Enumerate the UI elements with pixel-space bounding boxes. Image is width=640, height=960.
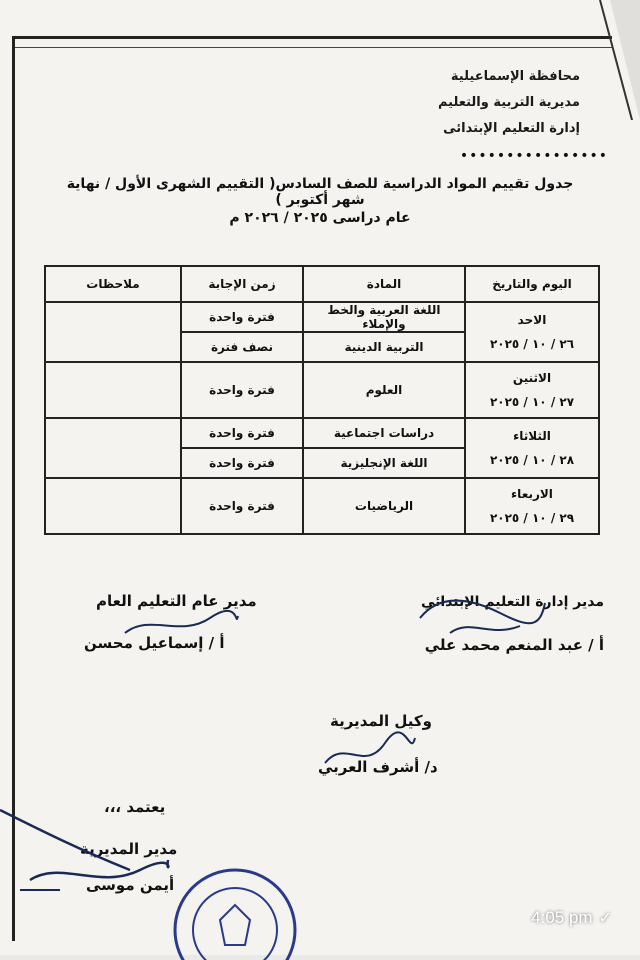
handwritten-signature-right bbox=[410, 588, 550, 648]
day-date: ٢٦ / ١٠ / ٢٠٢٥ bbox=[489, 337, 575, 351]
official-stamp bbox=[170, 860, 300, 960]
day-name: الاثنين bbox=[512, 371, 552, 385]
header-subject: المادة bbox=[303, 266, 465, 302]
day-cell bbox=[465, 418, 599, 478]
message-timestamp bbox=[531, 908, 612, 928]
day-cell bbox=[465, 302, 599, 362]
header-dots: •••••••••••••••• bbox=[459, 148, 608, 164]
table-row bbox=[45, 418, 599, 448]
sent-check-icon: ✓ bbox=[598, 910, 612, 927]
subject-cell: الرياضيات bbox=[303, 478, 465, 534]
signature-title-general-ed: مدير عام التعليم العام bbox=[96, 592, 257, 610]
subject-cell: العلوم bbox=[303, 362, 465, 418]
table-row bbox=[45, 478, 599, 534]
day-name: الثلاثاء bbox=[513, 429, 551, 443]
handwritten-signature-director bbox=[0, 800, 170, 910]
day-name: الاحد bbox=[517, 313, 547, 327]
director-name: أيمن موسى bbox=[86, 876, 175, 894]
director-title: مدير المديرية bbox=[80, 840, 178, 858]
time-cell: نصف فترة bbox=[181, 332, 303, 362]
table-row bbox=[45, 302, 599, 332]
handwritten-signature-center bbox=[320, 728, 420, 778]
time-cell: فترة واحدة bbox=[181, 478, 303, 534]
academic-year: عام دراسى ٢٠٢٥ / ٢٠٢٦ م bbox=[229, 210, 411, 226]
subject-cell: دراسات اجتماعية bbox=[303, 418, 465, 448]
day-name: الاربعاء bbox=[511, 487, 553, 501]
timestamp-text: 4:05 pm bbox=[531, 908, 593, 927]
time-cell: فترة واحدة bbox=[181, 302, 303, 332]
signature-name-primary-admin: أ / عبد المنعم محمد علي bbox=[424, 636, 604, 654]
time-cell: فترة واحدة bbox=[181, 418, 303, 448]
header-answer-time: زمن الإجابة bbox=[181, 266, 303, 302]
notes-cell bbox=[45, 418, 181, 478]
header-governorate: محافظة الإسماعيلية bbox=[450, 69, 580, 84]
header-day-date: اليوم والتاريخ bbox=[465, 266, 599, 302]
header-directorate: مديرية التربية والتعليم bbox=[437, 95, 580, 110]
day-date: ٢٩ / ١٠ / ٢٠٢٥ bbox=[489, 511, 575, 525]
office-header bbox=[438, 64, 580, 142]
signature-title-primary-admin: مدير إدارة التعليم الإبتدائي bbox=[420, 594, 604, 610]
schedule-table bbox=[44, 265, 600, 535]
page-fold bbox=[580, 0, 640, 120]
table-header-row bbox=[45, 266, 599, 302]
subject-cell: التربية الدينية bbox=[303, 332, 465, 362]
subject-cell: اللغة الإنجليزية bbox=[303, 448, 465, 478]
signature-title-deputy: وكيل المديرية bbox=[330, 712, 432, 730]
notes-cell bbox=[45, 478, 181, 534]
time-cell: فترة واحدة bbox=[181, 448, 303, 478]
table-row bbox=[45, 362, 599, 418]
signature-name-general-ed: أ / إسماعيل محسن bbox=[84, 634, 225, 652]
approval-label: يعتمد ،،، bbox=[104, 798, 166, 816]
day-cell bbox=[465, 362, 599, 418]
day-date: ٢٧ / ١٠ / ٢٠٢٥ bbox=[489, 395, 575, 409]
header-administration: إدارة التعليم الإبتدائى bbox=[443, 121, 580, 136]
notes-cell bbox=[45, 302, 181, 362]
header-notes: ملاحظات bbox=[45, 266, 181, 302]
border-top bbox=[12, 36, 612, 48]
signature-name-deputy: د/ أشرف العربي bbox=[318, 758, 438, 776]
handwritten-signature-left bbox=[120, 608, 240, 648]
notes-cell bbox=[45, 362, 181, 418]
day-date: ٢٨ / ١٠ / ٢٠٢٥ bbox=[489, 453, 575, 467]
day-cell bbox=[465, 478, 599, 534]
time-cell: فترة واحدة bbox=[181, 362, 303, 418]
subject-cell: اللغة العربية والخط والإملاء bbox=[303, 302, 465, 332]
page-title: جدول تقييم المواد الدراسية للصف السادس( التقييم الشهرى الأول / نهاية شهر أكتوبر ) bbox=[66, 176, 574, 208]
